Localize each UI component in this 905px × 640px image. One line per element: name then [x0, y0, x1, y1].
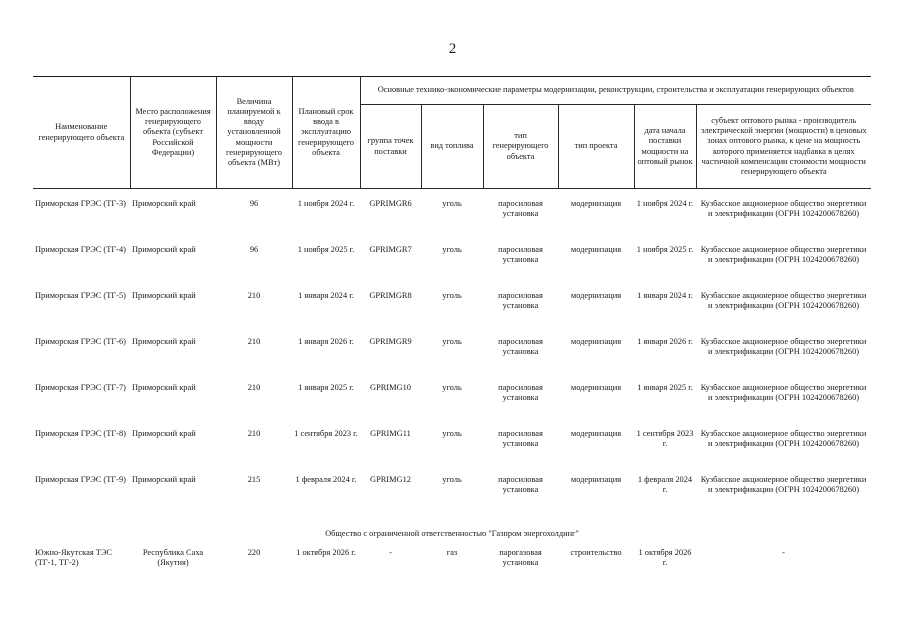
header-group-title: Основные технико-экономические параметры модернизации, реконструкции, строительства и эксплуатации генерирующих объектов — [360, 77, 871, 105]
table-row — [33, 475, 871, 521]
table-body — [33, 189, 871, 595]
cell-point-group: GPRIMG12 — [370, 475, 411, 484]
cell-name: Южно-Якутская ТЭС (ТГ-1, ТГ-2) — [35, 548, 112, 568]
header-capacity: Величина планируемой к вводу установленной мощности генерирующего объекта (МВт) — [216, 77, 292, 189]
cell-subject: Кузбасское акционерное общество энергетики и электрификации (ОГРН 1024200678260) — [700, 383, 867, 403]
cell-point-group: GPRIMGR6 — [369, 199, 412, 208]
cell-name: Приморская ГРЭС (ТГ-7) — [35, 383, 126, 392]
cell-capacity: 215 — [247, 475, 261, 484]
table-header — [33, 77, 871, 189]
header-point-group: группа точек поставки — [360, 105, 421, 189]
cell-subject: Кузбасское акционерное общество энергетики и электрификации (ОГРН 1024200678260) — [700, 245, 867, 265]
cell-supply-start: 1 ноября 2025 г. — [636, 245, 694, 254]
cell-point-group: GPRIMGR7 — [369, 245, 412, 254]
cell-point-group: GPRIMG11 — [370, 429, 411, 438]
org-section-row — [33, 521, 871, 548]
cell-fuel: уголь — [442, 245, 462, 254]
page-number: 2 — [448, 41, 457, 57]
cell-commissioning: 1 января 2025 г. — [298, 383, 354, 392]
cell-object-type: паросиловая установка — [498, 337, 543, 357]
cell-location: Приморский край — [132, 337, 196, 346]
header-wholesale-subject: субъект оптового рынка - производитель электрической энергии (мощности) в ценовых зонах оптового рынка, к цене на мощность которого применяется надбавка в целях частичной компенсации стоимости мощности генерирующего объекта — [696, 105, 871, 189]
cell-location: Республика Саха (Якутия) — [142, 548, 204, 568]
cell-supply-start: 1 октября 2026 г. — [638, 548, 692, 568]
cell-supply-start: 1 января 2024 г. — [637, 291, 693, 300]
cell-subject: Кузбасское акционерное общество энергетики и электрификации (ОГРН 1024200678260) — [700, 475, 867, 495]
cell-name: Приморская ГРЭС (ТГ-6) — [35, 337, 126, 346]
cell-subject: Кузбасское акционерное общество энергетики и электрификации (ОГРН 1024200678260) — [700, 199, 867, 219]
cell-project-type: модернизация — [570, 291, 622, 300]
cell-location: Приморский край — [132, 291, 196, 300]
cell-supply-start: 1 сентября 2023 г. — [636, 429, 694, 449]
cell-fuel: уголь — [442, 337, 462, 346]
cell-capacity: 220 — [247, 548, 261, 557]
header-fuel: вид топлива — [421, 105, 483, 189]
cell-supply-start: 1 ноября 2024 г. — [636, 199, 694, 208]
table-row — [33, 199, 871, 245]
cell-commissioning: 1 ноября 2024 г. — [297, 199, 355, 208]
org-section-title: Общество с ограниченной ответственностью "Газпром энергохолдинг" — [325, 529, 579, 539]
cell-supply-start: 1 февраля 2024 г. — [637, 475, 693, 495]
cell-fuel: уголь — [442, 199, 462, 208]
cell-subject: Кузбасское акционерное общество энергетики и электрификации (ОГРН 1024200678260) — [700, 429, 867, 449]
header-supply-start: дата начала поставки мощности на оптовый рынок — [634, 105, 696, 189]
cell-capacity: 210 — [247, 383, 261, 392]
cell-commissioning: 1 января 2024 г. — [298, 291, 354, 300]
table-row — [33, 548, 871, 594]
table-row — [33, 337, 871, 383]
generating-objects-table — [33, 76, 871, 594]
cell-project-type: модернизация — [570, 475, 622, 484]
header-name: Наименование генерирующего объекта — [33, 77, 130, 189]
cell-object-type: паросиловая установка — [498, 475, 543, 495]
cell-object-type: паросиловая установка — [498, 429, 543, 449]
cell-location: Приморский край — [132, 245, 196, 254]
cell-commissioning: 1 сентября 2023 г. — [294, 429, 358, 438]
cell-commissioning: 1 октября 2026 г. — [296, 548, 356, 557]
cell-project-type: модернизация — [570, 199, 622, 208]
cell-location: Приморский край — [132, 199, 196, 208]
cell-capacity: 96 — [249, 199, 259, 208]
cell-project-type: модернизация — [570, 337, 622, 346]
cell-capacity: 96 — [249, 245, 259, 254]
cell-project-type: строительство — [570, 548, 622, 557]
cell-name: Приморская ГРЭС (ТГ-4) — [35, 245, 126, 254]
cell-fuel: уголь — [442, 475, 462, 484]
cell-location: Приморский край — [132, 383, 196, 392]
cell-point-group: GPRIMGR9 — [369, 337, 412, 346]
table-row — [33, 383, 871, 429]
cell-commissioning: 1 февраля 2024 г. — [295, 475, 357, 484]
cell-point-group: - — [389, 548, 392, 557]
header-object-type: тип генерирующего объекта — [483, 105, 558, 189]
table-row — [33, 245, 871, 291]
cell-capacity: 210 — [247, 429, 261, 438]
cell-project-type: модернизация — [570, 383, 622, 392]
cell-location: Приморский край — [132, 429, 196, 438]
cell-supply-start: 1 января 2026 г. — [637, 337, 693, 346]
cell-name: Приморская ГРЭС (ТГ-8) — [35, 429, 126, 438]
cell-project-type: модернизация — [570, 245, 622, 254]
cell-object-type: паросиловая установка — [498, 245, 543, 265]
header-commissioning: Плановый срок ввода в эксплуатацию генерирующего объекта — [292, 77, 360, 189]
cell-capacity: 210 — [247, 291, 261, 300]
cell-point-group: GPRIMG10 — [370, 383, 411, 392]
cell-object-type: парогазовая установка — [499, 548, 542, 568]
cell-capacity: 210 — [247, 337, 261, 346]
cell-subject: - — [782, 548, 785, 557]
cell-project-type: модернизация — [570, 429, 622, 438]
header-project-type: тип проекта — [558, 105, 634, 189]
cell-object-type: паросиловая установка — [498, 383, 543, 403]
cell-fuel: уголь — [442, 291, 462, 300]
cell-location: Приморский край — [132, 475, 196, 484]
table-row — [33, 429, 871, 475]
cell-subject: Кузбасское акционерное общество энергетики и электрификации (ОГРН 1024200678260) — [700, 291, 867, 311]
cell-fuel: уголь — [442, 383, 462, 392]
cell-fuel: уголь — [442, 429, 462, 438]
cell-name: Приморская ГРЭС (ТГ-9) — [35, 475, 126, 484]
cell-object-type: паросиловая установка — [498, 199, 543, 219]
cell-fuel: газ — [446, 548, 458, 557]
cell-name: Приморская ГРЭС (ТГ-3) — [35, 199, 126, 208]
cell-subject: Кузбасское акционерное общество энергетики и электрификации (ОГРН 1024200678260) — [700, 337, 867, 357]
cell-object-type: паросиловая установка — [498, 291, 543, 311]
cell-point-group: GPRIMGR8 — [369, 291, 412, 300]
table-row — [33, 291, 871, 337]
cell-supply-start: 1 января 2025 г. — [637, 383, 693, 392]
cell-commissioning: 1 ноября 2025 г. — [297, 245, 355, 254]
cell-commissioning: 1 января 2026 г. — [298, 337, 354, 346]
cell-name: Приморская ГРЭС (ТГ-5) — [35, 291, 126, 300]
header-location: Место расположения генерирующего объекта (субъект Российской Федерации) — [130, 77, 216, 189]
